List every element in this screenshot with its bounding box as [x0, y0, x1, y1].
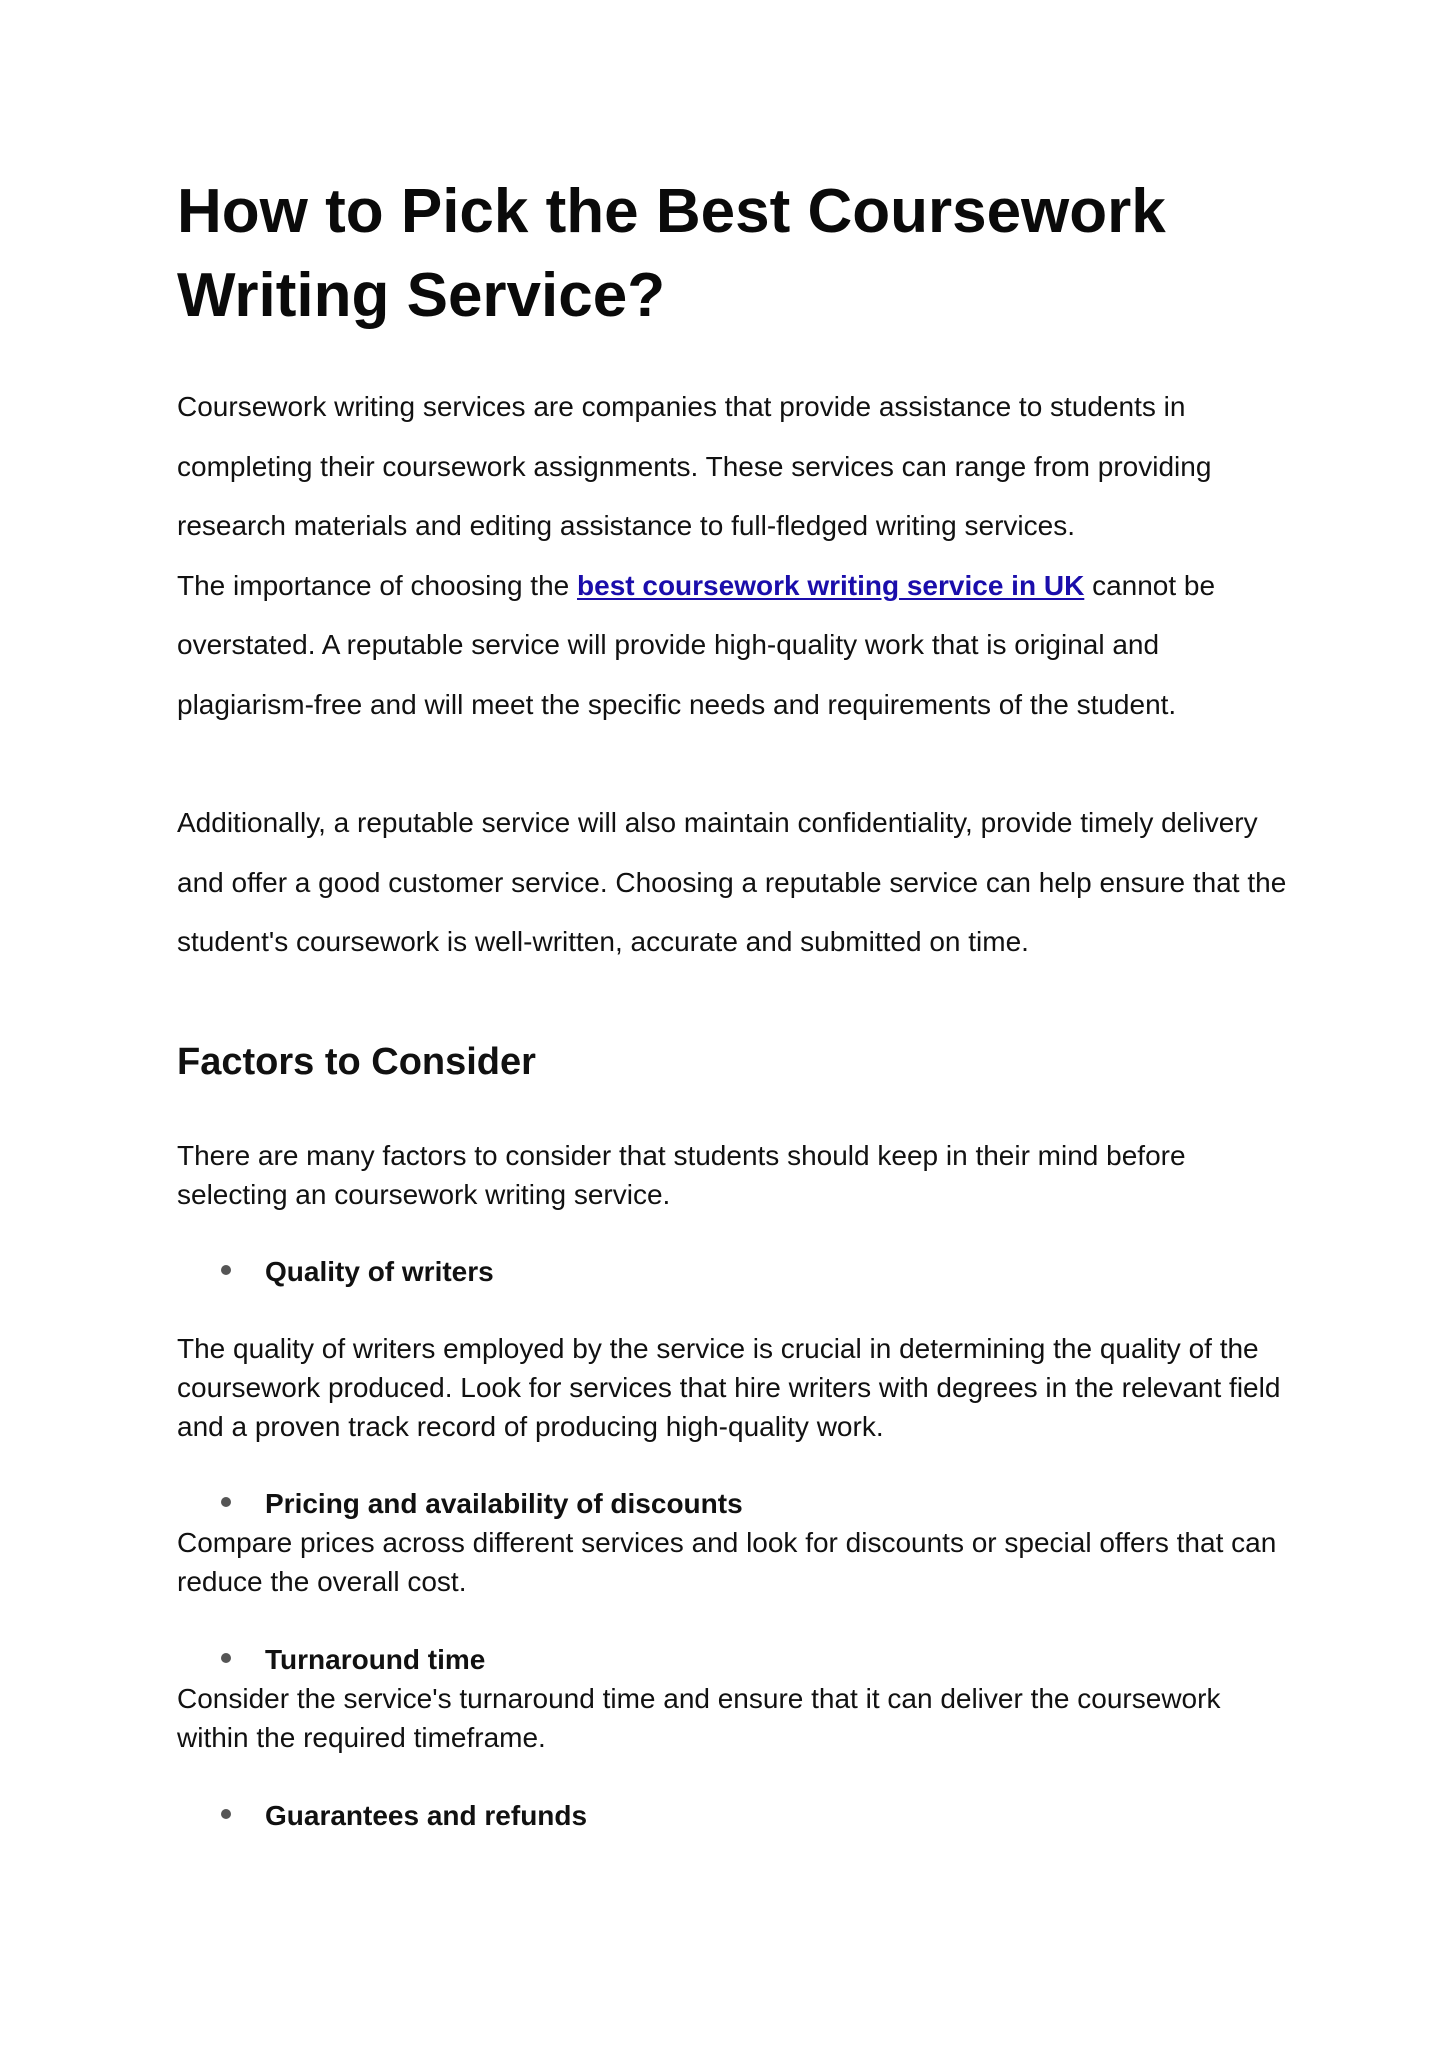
factors-intro: There are many factors to consider that students should keep in their mind before selecting an coursework writing service. [177, 1139, 1186, 1210]
factor-description: Consider the service's turnaround time and ensure that it can deliver the coursework within the required timeframe. [177, 1682, 1221, 1753]
bullet-icon [221, 1265, 231, 1275]
factor-label: Pricing and availability of discounts [265, 1487, 743, 1519]
factor-pricing [177, 1484, 1297, 1523]
factor-label: Guarantees and refunds [265, 1799, 588, 1831]
bullet-icon [221, 1497, 231, 1507]
factor-quality-of-writers [177, 1252, 1297, 1291]
intro-paragraph-3: Additionally, a reputable service will also maintain confidentiality, provide timely delivery and offer a good customer service. Choosing a reputable service can help ensure that the student's coursework is well-written, accurate and submitted on time. [177, 807, 1287, 957]
intro-paragraph-2-tail: cannot be overstated. A reputable service will provide high-quality work that is original and plagiarism-free and will meet the specific needs and requirements of the student. [177, 569, 1216, 720]
intro-paragraph-2-lead: The importance of choosing the [177, 569, 578, 601]
intro-paragraph-2 [177, 556, 1297, 735]
factor-description: The quality of writers employed by the service is crucial in determining the quality of the coursework produced. Look for services that hire writers with degrees in the relevant field and a proven track record of producing high-quality work. [177, 1332, 1281, 1442]
page-title: How to Pick the Best Coursework Writing Service? [177, 177, 1166, 330]
factor-label: Quality of writers [265, 1255, 494, 1287]
bullet-icon [221, 1809, 231, 1819]
factor-turnaround-time [177, 1640, 1297, 1679]
intro-paragraph-1: Coursework writing services are companies that provide assistance to students in completing their coursework assignments. These services can range from providing research materials and editing assistance to full-fledged writing services. [177, 391, 1212, 541]
factor-description: Compare prices across different services and look for discounts or special offers that can reduce the overall cost. [177, 1526, 1277, 1597]
factor-guarantees-refunds [177, 1796, 1297, 1835]
bullet-icon [221, 1653, 231, 1663]
factors-heading: Factors to Consider [177, 1040, 536, 1083]
uk-service-link[interactable]: best coursework writing service in UK [577, 569, 1085, 601]
document-page [177, 170, 1297, 1835]
factor-label: Turnaround time [265, 1643, 486, 1675]
